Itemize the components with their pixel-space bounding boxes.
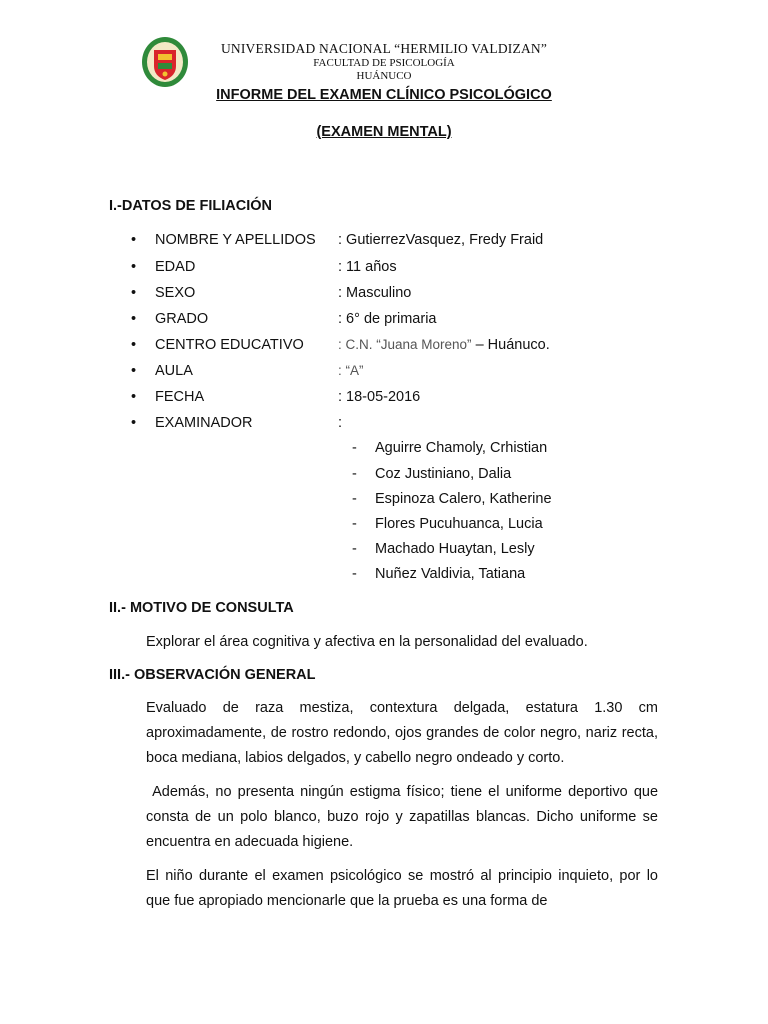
dash: - <box>352 466 357 482</box>
field-value: : Masculino <box>338 285 412 301</box>
field-label: FECHA <box>155 389 205 405</box>
field-value: : 6° de primaria <box>338 311 437 327</box>
field-label: SEXO <box>155 285 196 301</box>
section-heading-filiacion: I.-DATOS DE FILIACIÓN <box>109 198 272 214</box>
dash: - <box>352 541 357 557</box>
school-name: : C.N. “Juana Moreno” <box>338 337 472 352</box>
dash: - <box>352 516 357 532</box>
faculty-name: FACULTAD DE PSICOLOGÍA <box>313 57 455 69</box>
bullet: • <box>131 259 137 275</box>
field-value: : <box>338 415 343 431</box>
bullet: • <box>131 337 137 353</box>
city-name: HUÁNUCO <box>356 70 412 82</box>
motivo-text: Explorar el área cognitiva y afectiva en la personalidad del evaluado. <box>146 634 588 650</box>
field-label: EXAMINADOR <box>155 415 253 431</box>
field-value: : 11 años <box>338 259 397 275</box>
bullet: • <box>131 415 137 431</box>
field-value <box>338 337 550 353</box>
report-title: INFORME DEL EXAMEN CLÍNICO PSICOLÓGICO <box>216 87 552 103</box>
observation-paragraph-3: El niño durante el examen psicológico se mostró al principio inquieto, por lo que fue apropiado mencionarle que la prueba es una forma de <box>146 868 658 909</box>
examiner-name: Aguirre Chamoly, Crhistian <box>375 440 548 456</box>
field-label: AULA <box>155 363 193 379</box>
university-name: UNIVERSIDAD NACIONAL “HERMILIO VALDIZAN” <box>220 41 548 56</box>
bullet: • <box>131 363 137 379</box>
observation-paragraph-1: Evaluado de raza mestiza, contextura delgada, estatura 1.30 cm aproximadamente, de rostro redondo, ojos grandes de color negro, nariz recta, boca mediana, labios delgados, y cabello negro ondeado y corto. <box>146 700 658 766</box>
observation-paragraph-2: Además, no presenta ningún estigma físico; tiene el uniforme deportivo que consta de un polo blanco, buzo rojo y zapatillas blancas. Dicho uniforme se encuentra en adecuada higiene. <box>146 784 663 850</box>
field-value: : 18-05-2016 <box>338 389 421 405</box>
examiner-name: Machado Huaytan, Lesly <box>375 541 535 557</box>
field-value: : “A” <box>338 363 364 378</box>
field-label: GRADO <box>155 311 209 327</box>
examiner-name: Nuñez Valdivia, Tatiana <box>375 566 526 582</box>
field-value: : GutierrezVasquez, Fredy Fraid <box>338 232 544 248</box>
bullet: • <box>131 389 137 405</box>
bullet: • <box>131 311 137 327</box>
dash: - <box>352 566 357 582</box>
examiner-name: Espinoza Calero, Katherine <box>375 491 552 507</box>
examiner-name: Flores Pucuhuanca, Lucia <box>375 516 543 532</box>
dash: - <box>352 491 357 507</box>
report-subtitle: (EXAMEN MENTAL) <box>316 124 452 140</box>
school-city: – Huánuco. <box>471 337 550 353</box>
field-label: CENTRO EDUCATIVO <box>155 337 304 353</box>
section-heading-observacion: III.- OBSERVACIÓN GENERAL <box>109 667 316 683</box>
field-label: NOMBRE Y APELLIDOS <box>155 232 316 248</box>
field-label: EDAD <box>155 259 196 275</box>
dash: - <box>352 440 357 456</box>
section-heading-motivo: II.- MOTIVO DE CONSULTA <box>109 600 294 616</box>
bullet: • <box>131 285 137 301</box>
bullet: • <box>131 232 137 248</box>
examiner-name: Coz Justiniano, Dalia <box>375 466 512 482</box>
